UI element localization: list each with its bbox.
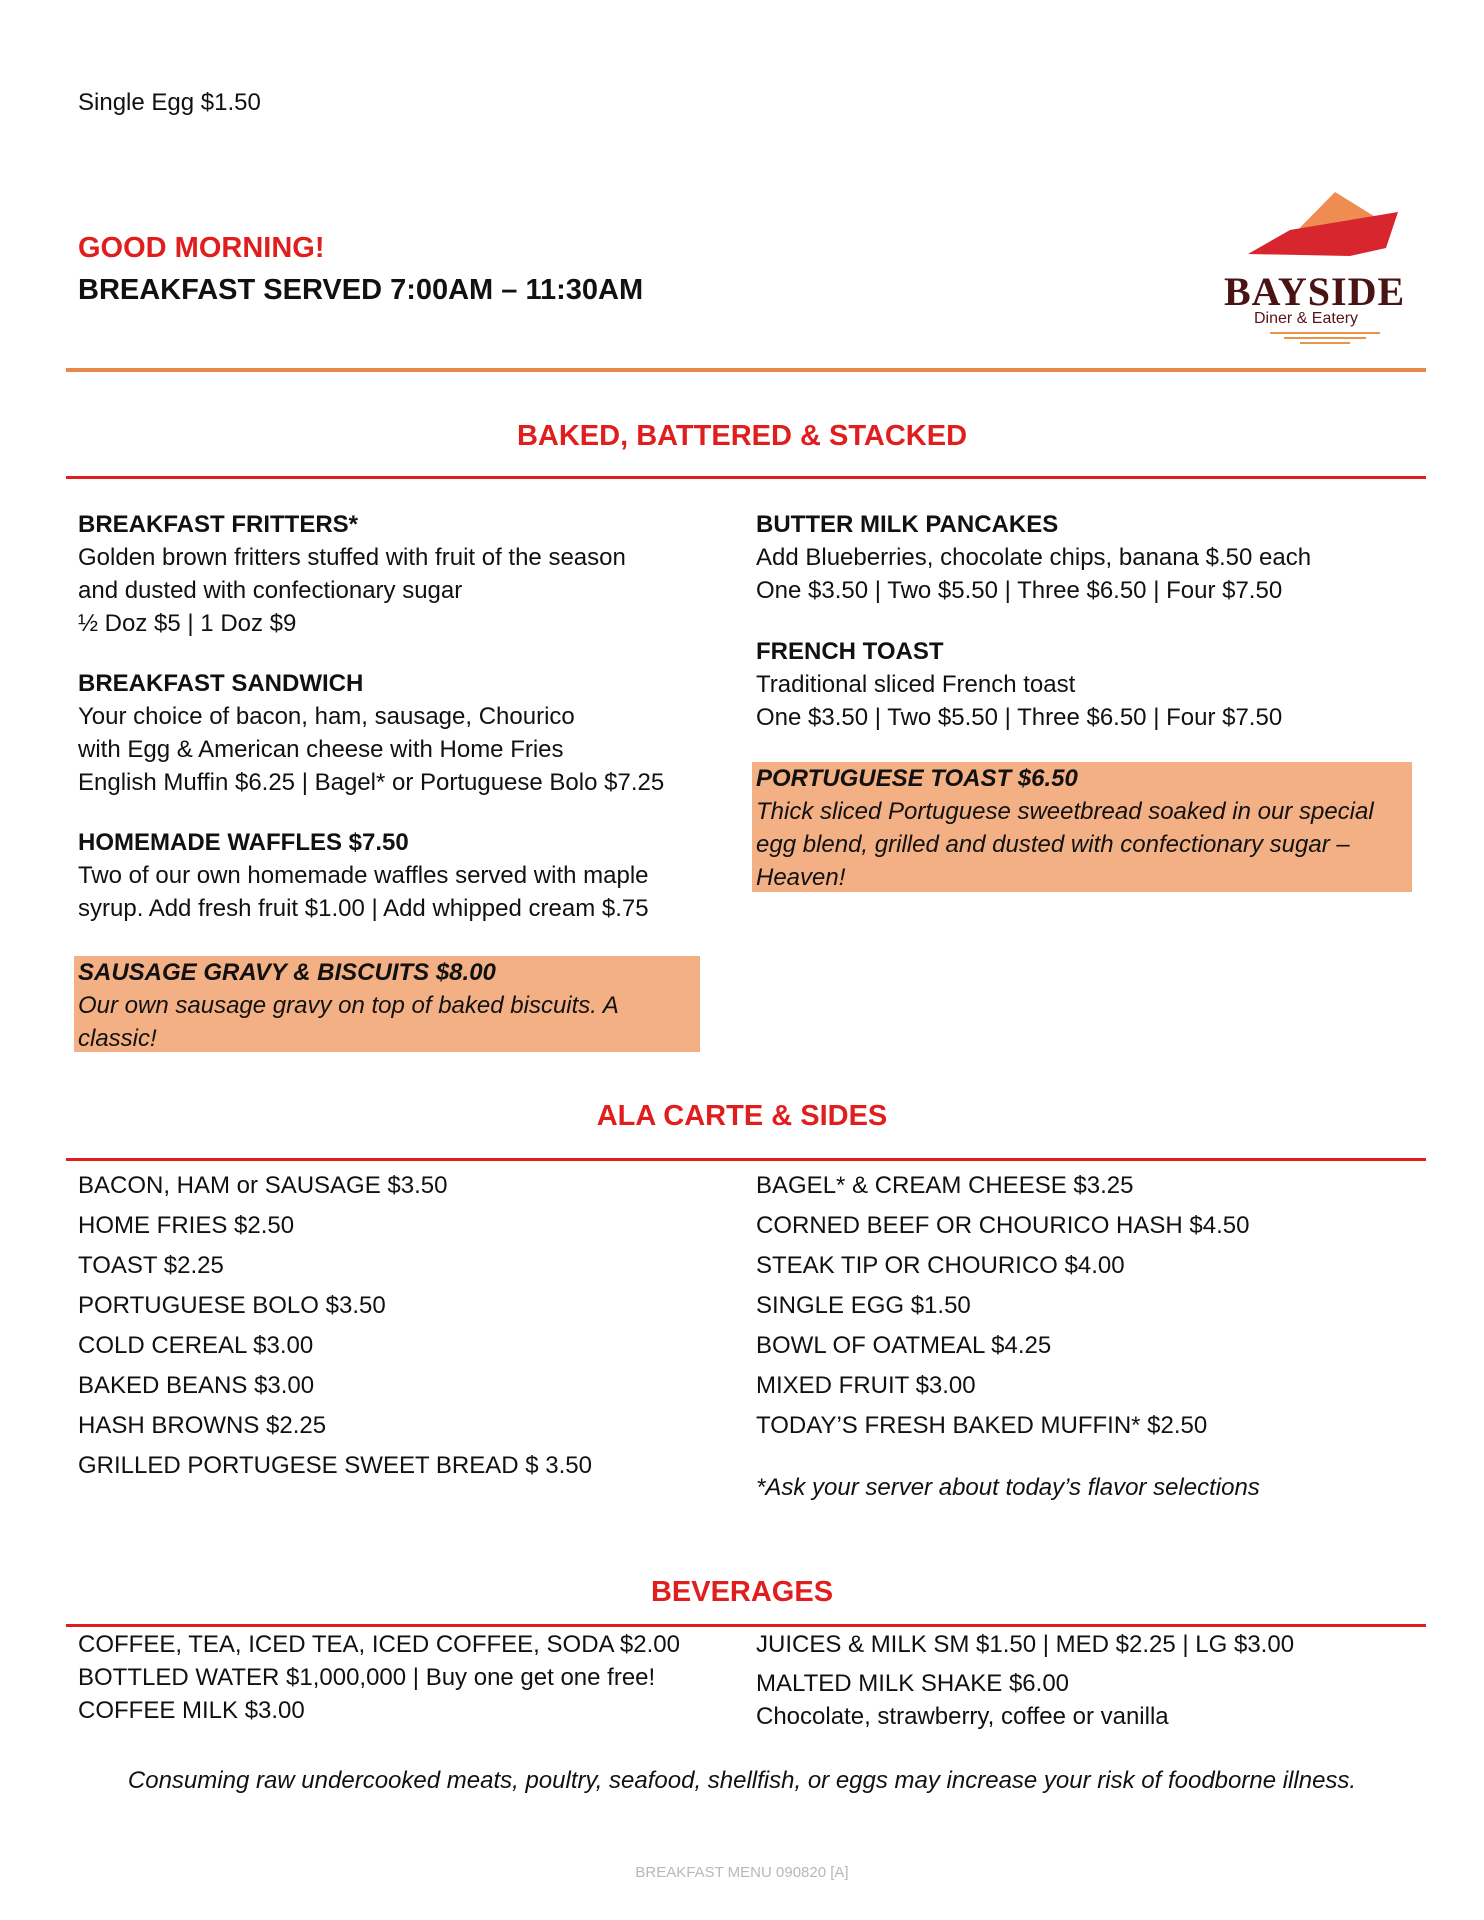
special-title: SAUSAGE GRAVY & BISCUITS $8.00 xyxy=(78,959,496,986)
breakfast-hours: BREAKFAST SERVED 7:00AM – 11:30AM xyxy=(78,274,644,306)
beverage-item: COFFEE MILK $3.00 xyxy=(78,1697,305,1724)
greeting: GOOD MORNING! xyxy=(78,232,325,264)
section-divider xyxy=(66,1158,1426,1161)
side-item: BACON, HAM or SAUSAGE $3.50 xyxy=(78,1172,448,1199)
item-line: Golden brown fritters stuffed with fruit of the season xyxy=(78,544,626,571)
item-title: BUTTER MILK PANCAKES xyxy=(756,511,1059,538)
side-item: COLD CEREAL $3.00 xyxy=(78,1332,314,1359)
special-line: Our own sausage gravy on top of baked biscuits. A xyxy=(78,992,619,1019)
side-item: PORTUGUESE BOLO $3.50 xyxy=(78,1292,386,1319)
sides-left-column xyxy=(78,1166,718,1486)
section-title-baked: BAKED, BATTERED & STACKED xyxy=(516,420,968,452)
menu-item xyxy=(756,635,1416,734)
logo-subtitle: Diner & Eatery xyxy=(1254,310,1359,327)
special-line: egg blend, grilled and dusted with confectionary sugar – xyxy=(756,831,1350,858)
beverages-left-column xyxy=(78,1628,718,1727)
waves-icon xyxy=(1270,332,1380,346)
item-line: One $3.50 | Two $5.50 | Three $6.50 | Four $7.50 xyxy=(756,577,1283,604)
section-title-sides: ALA CARTE & SIDES xyxy=(596,1100,888,1132)
section-divider xyxy=(66,476,1426,479)
special-line: Thick sliced Portuguese sweetbread soaked in our special xyxy=(756,798,1374,825)
side-item: TOAST $2.25 xyxy=(78,1252,224,1279)
item-title: HOMEMADE WAFFLES $7.50 xyxy=(78,829,409,856)
item-line: Your choice of bacon, ham, sausage, Chourico xyxy=(78,703,575,730)
item-line: syrup. Add fresh fruit $1.00 | Add whipped cream $.75 xyxy=(78,895,649,922)
flavor-note: *Ask your server about today’s flavor selections xyxy=(756,1474,1260,1501)
side-item: GRILLED PORTUGESE SWEET BREAD $ 3.50 xyxy=(78,1452,592,1479)
side-item: HOME FRIES $2.50 xyxy=(78,1212,295,1239)
side-item: TODAY’S FRESH BAKED MUFFIN* $2.50 xyxy=(756,1412,1208,1439)
side-item: STEAK TIP OR CHOURICO $4.00 xyxy=(756,1252,1125,1279)
beverage-item: Chocolate, strawberry, coffee or vanilla xyxy=(756,1703,1169,1730)
boat-sail-logo-icon xyxy=(1220,186,1420,276)
side-item: CORNED BEEF OR CHOURICO HASH $4.50 xyxy=(756,1212,1250,1239)
item-line: with Egg & American cheese with Home Fries xyxy=(78,736,564,763)
special-highlight-box xyxy=(752,762,1412,892)
item-title: FRENCH TOAST xyxy=(756,638,944,665)
item-title: BREAKFAST FRITTERS* xyxy=(78,511,359,538)
menu-item xyxy=(756,508,1416,607)
item-line: Add Blueberries, chocolate chips, banana $.50 each xyxy=(756,544,1312,571)
section-divider xyxy=(66,1624,1426,1627)
menu-item xyxy=(78,508,698,640)
beverage-item: BOTTLED WATER $1,000,000 | Buy one get one free! xyxy=(78,1664,656,1691)
item-line: One $3.50 | Two $5.50 | Three $6.50 | Four $7.50 xyxy=(756,704,1283,731)
special-line: classic! xyxy=(78,1025,157,1052)
side-item: BOWL OF OATMEAL $4.25 xyxy=(756,1332,1052,1359)
menu-item xyxy=(78,667,698,799)
item-line: English Muffin $6.25 | Bagel* or Portuguese Bolo $7.25 xyxy=(78,769,665,796)
item-line: and dusted with confectionary sugar xyxy=(78,577,463,604)
menu-item xyxy=(78,826,698,925)
logo xyxy=(1220,186,1420,346)
beverage-item: MALTED MILK SHAKE $6.00 xyxy=(756,1670,1070,1697)
side-item: BAKED BEANS $3.00 xyxy=(78,1372,315,1399)
foodborne-disclaimer: Consuming raw undercooked meats, poultry, seafood, shellfish, or eggs may increase your risk of foodborne illness. xyxy=(127,1767,1357,1794)
header-divider xyxy=(66,368,1426,372)
section-title-beverages: BEVERAGES xyxy=(650,1576,834,1608)
logo-name: BAYSIDE xyxy=(1224,269,1406,314)
special-title: PORTUGUESE TOAST $6.50 xyxy=(756,765,1078,792)
beverage-item: COFFEE, TEA, ICED TEA, ICED COFFEE, SODA $2.00 xyxy=(78,1631,680,1658)
item-line: Traditional sliced French toast xyxy=(756,671,1076,698)
beverages-right-column xyxy=(756,1628,1416,1733)
side-item: SINGLE EGG $1.50 xyxy=(756,1292,971,1319)
item-line: Two of our own homemade waffles served with maple xyxy=(78,862,649,889)
footer-code: BREAKFAST MENU 090820 [A] xyxy=(635,1864,849,1881)
beverage-item: JUICES & MILK SM $1.50 | MED $2.25 | LG $3.00 xyxy=(756,1631,1295,1658)
item-line: ½ Doz $5 | 1 Doz $9 xyxy=(78,610,297,637)
side-item: MIXED FRUIT $3.00 xyxy=(756,1372,976,1399)
special-highlight-box xyxy=(74,956,700,1052)
sides-right-column xyxy=(756,1166,1416,1508)
top-note: Single Egg $1.50 xyxy=(78,89,261,116)
item-title: BREAKFAST SANDWICH xyxy=(78,670,364,697)
baked-left-column xyxy=(78,508,698,925)
baked-right-column xyxy=(756,508,1416,734)
special-line: Heaven! xyxy=(756,864,846,891)
side-item: BAGEL* & CREAM CHEESE $3.25 xyxy=(756,1172,1134,1199)
side-item: HASH BROWNS $2.25 xyxy=(78,1412,327,1439)
